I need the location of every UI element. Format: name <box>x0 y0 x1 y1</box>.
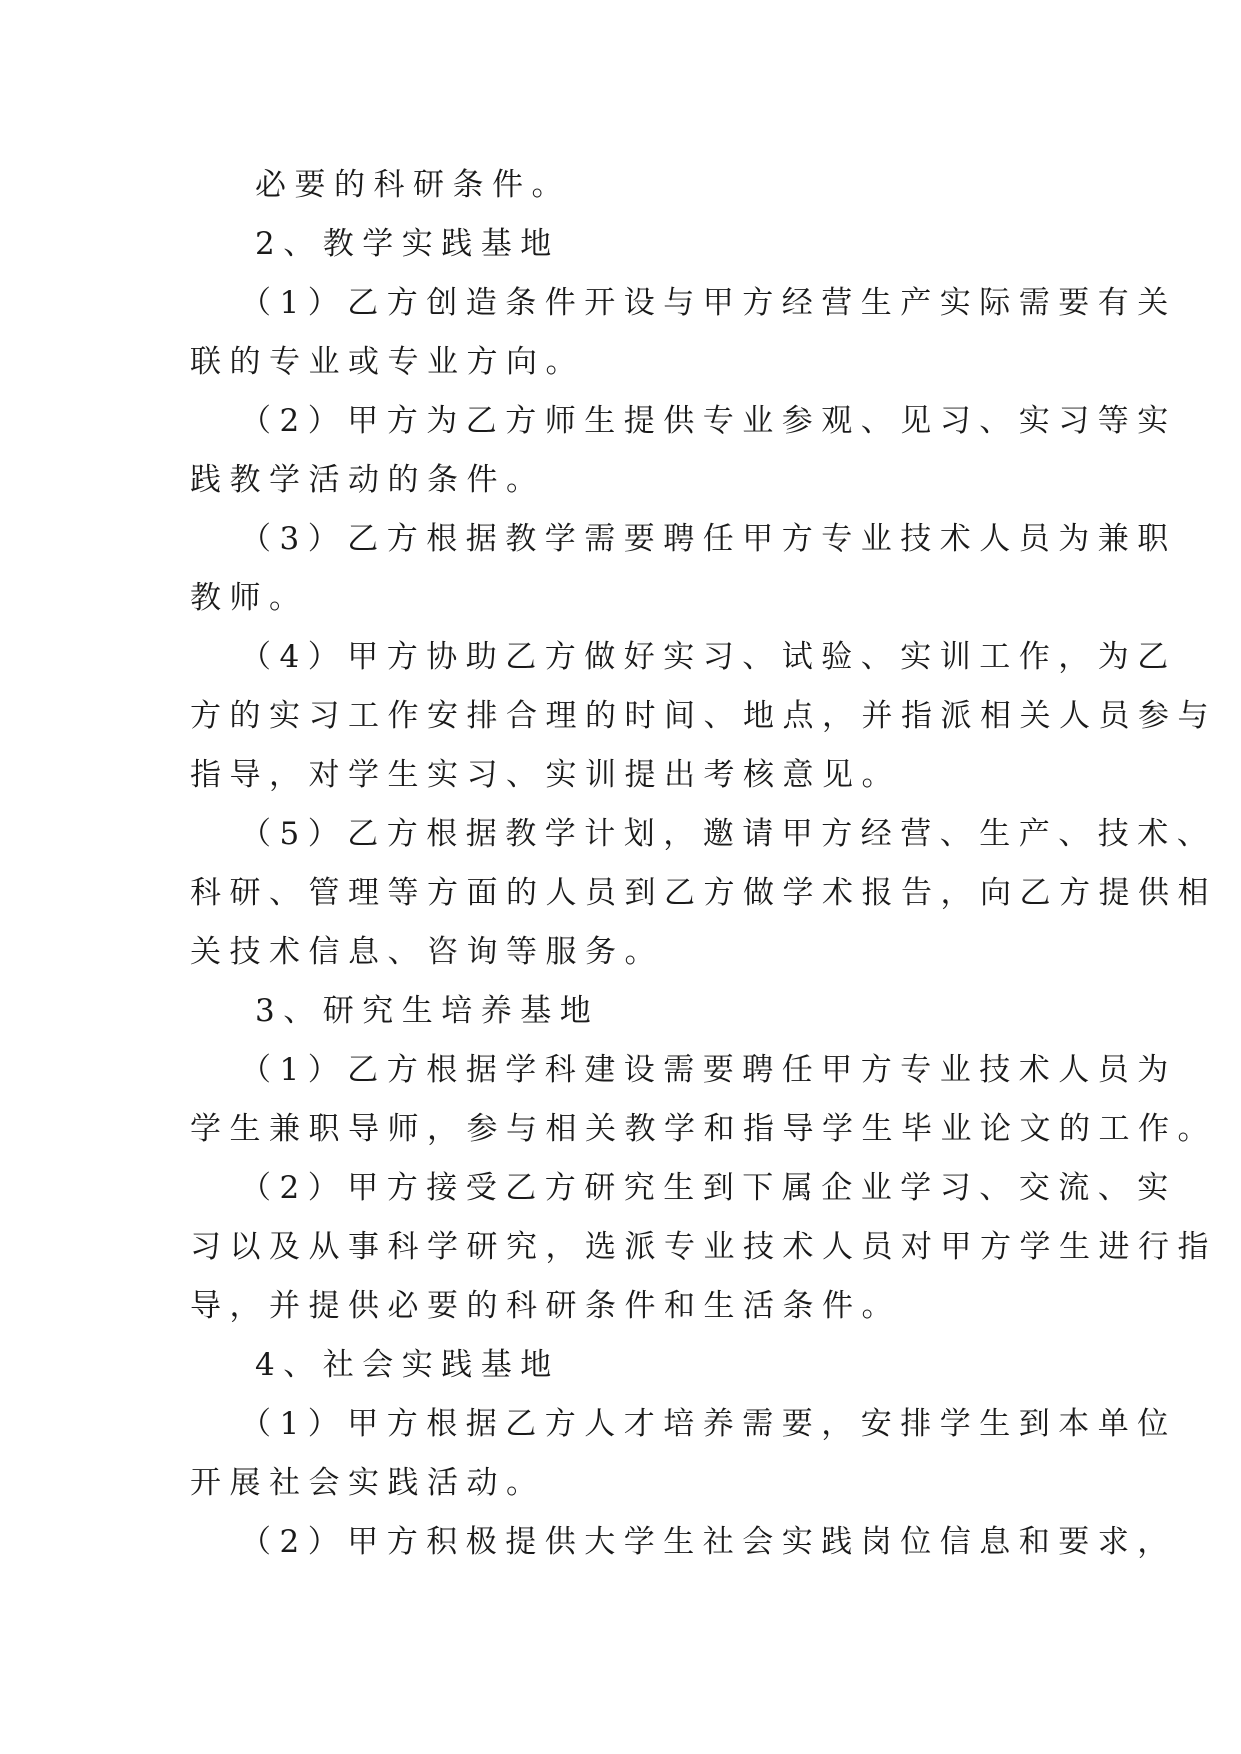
text-line: 开展社会实践活动。 <box>190 1465 546 1501</box>
text-line: （3）乙方根据教学需要聘任甲方专业技术人员为兼职 <box>240 521 1177 557</box>
text-line: 教师。 <box>190 580 309 616</box>
text-line: （4）甲方协助乙方做好实习、试验、实训工作，为乙 <box>240 639 1177 675</box>
section-heading: 2、教学实践基地 <box>255 226 560 262</box>
text-line: 习以及从事科学研究，选派专业技术人员对甲方学生进行指 <box>190 1229 1217 1265</box>
text-line: （1）乙方根据学科建设需要聘任甲方专业技术人员为 <box>240 1052 1177 1088</box>
section-heading: 4、社会实践基地 <box>255 1347 560 1383</box>
text-line: （2）甲方接受乙方研究生到下属企业学习、交流、实 <box>240 1170 1177 1206</box>
text-line: 联的专业或专业方向。 <box>190 344 585 380</box>
text-line: （2）甲方积极提供大学生社会实践岗位信息和要求， <box>240 1524 1177 1560</box>
text-line: 科研、管理等方面的人员到乙方做学术报告，向乙方提供相 <box>190 875 1217 911</box>
text-line: 学生兼职导师，参与相关教学和指导学生毕业论文的工作。 <box>190 1111 1217 1147</box>
text-line: 方的实习工作安排合理的时间、地点，并指派相关人员参与 <box>190 698 1217 734</box>
text-line: 关技术信息、咨询等服务。 <box>190 934 664 970</box>
text-line: （5）乙方根据教学计划，邀请甲方经营、生产、技术、 <box>240 816 1217 852</box>
text-line: （1）甲方根据乙方人才培养需要，安排学生到本单位 <box>240 1406 1177 1442</box>
section-heading: 3、研究生培养基地 <box>255 993 600 1029</box>
text-line: （1）乙方创造条件开设与甲方经营生产实际需要有关 <box>240 285 1177 321</box>
text-line: 践教学活动的条件。 <box>190 462 546 498</box>
text-line: 指导，对学生实习、实训提出考核意见。 <box>190 757 901 793</box>
text-line: （2）甲方为乙方师生提供专业参观、见习、实习等实 <box>240 403 1177 439</box>
text-line: 导，并提供必要的科研条件和生活条件。 <box>190 1288 901 1324</box>
text-line: 必要的科研条件。 <box>255 167 571 203</box>
